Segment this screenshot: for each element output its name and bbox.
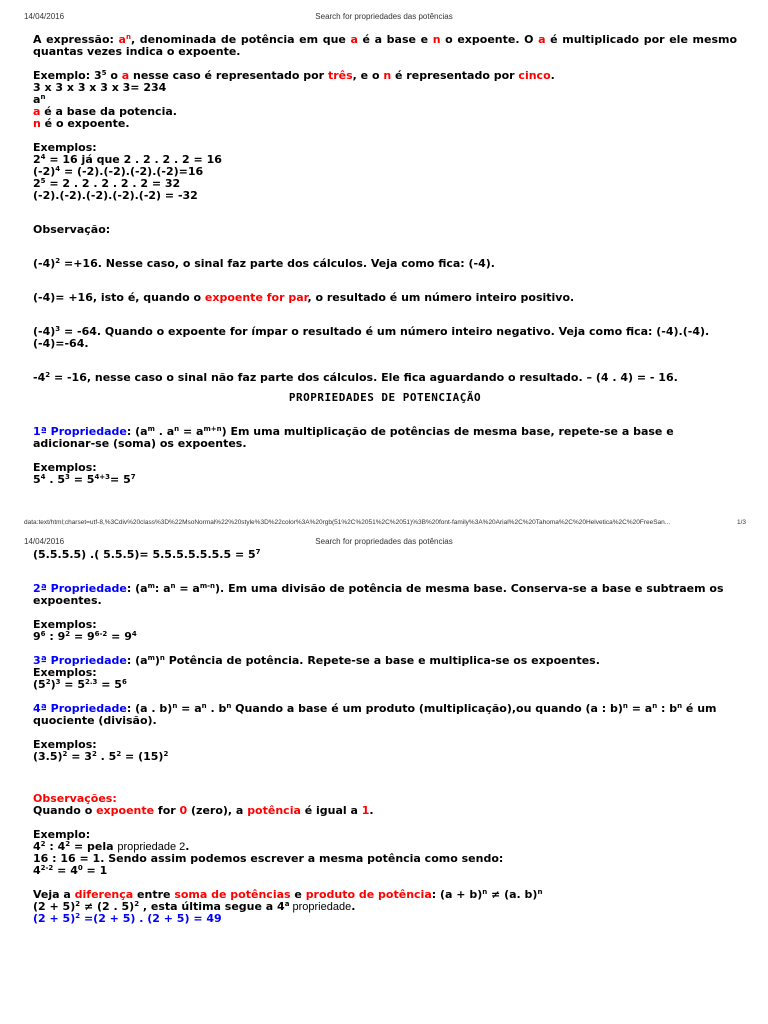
observation-item: $(-4)^2 =+16$. Nesse caso, o sinal faz parte dos cálculos. Veja como fica: (-4). <box>33 257 495 270</box>
multiplication-line: 3 x 3 x 3 x 3 x 3= 234 <box>33 81 167 94</box>
example-item: $2^4 = 16$ já que 2 . 2 . 2 . 2 = 16 <box>33 153 222 166</box>
zero-exponent-example: $4^{2-2} = 4^0 = 1$ <box>33 864 108 877</box>
examples-heading: Exemplos: <box>33 666 97 679</box>
example-line: Exemplo: $3^5$ o a nesse caso é representado por três, e o n é representado por cinco. <box>33 69 555 82</box>
property-4: 4ª Propriedade: (a . $b)^n = a^n$ . $b^n$ Quando a base é um produto (multiplicação),ou quando (a : $b)^n = a^n$ : $b^n$ é um quociente (divisão). <box>33 702 717 727</box>
power-notation: $a^n$ <box>33 93 46 106</box>
examples-heading: Exemplos: <box>33 738 97 751</box>
examples-heading: Exemplos: <box>33 618 97 631</box>
example-item: $(-2)^4 = (-2).(-2).(-2).(-2)=16$ <box>33 165 204 178</box>
print-date: 14/04/2016 <box>24 537 65 546</box>
zero-exponent-example: $4^2$ : $4^2$ = pela propriedade 2. <box>33 840 190 853</box>
zero-exponent-example: 16 : 16 = 1. Sendo assim podemos escrever a mesma potência como sendo: <box>33 852 504 865</box>
print-title: Search for propriedades das potências <box>315 12 453 21</box>
examples-heading: Exemplos: <box>33 461 97 474</box>
footer-url: data:text/html;charset=utf-8,%3Cdiv%20class%3D%22MsoNormal%22%20style%3D%22color%3A%20rgb(51%2C%2051%2C%2051)%3B%20font-family%3A%20Arial%2C%20Tahoma%2C%20Helvetica%2C%20FreeSan... <box>24 519 671 526</box>
property-2: 2ª Propriedade: ($a^m$: $a^n = a^{m-n}$). Em uma divisão de potência de mesma base. Conserva-se a base e subtraem os expoentes. <box>33 582 724 607</box>
observation-item: (-4)= +16, isto é, quando o expoente for par, o resultado é um número inteiro positivo. <box>33 291 575 304</box>
example-item: $2^5 = 2$ . 2 . 2 . 2 . 2 = 32 <box>33 177 181 190</box>
print-date: 14/04/2016 <box>24 12 65 21</box>
exponent-definition: n é o expoente. <box>33 117 130 130</box>
print-title: Search for propriedades das potências <box>315 537 453 546</box>
property-2-example: $9^6$ : $9^2 = 9^{6-2} = 9^4$ <box>33 630 137 643</box>
page-2-content <box>33 549 737 925</box>
intro-paragraph: A expressão: $a^n$, denominada de potência em que a é a base e n o expoente. O a é multiplicado por ele mesmo quantas vezes indica o expoente. <box>33 33 738 58</box>
difference-example: $(2 + 5)^2 \ne (2$ . 5)$^2$ , esta última segue a 4$^a$ propriedade. <box>33 900 356 913</box>
property-1-expansion: (5.5.5.5) .( $5.5.5)= 5.5.5.5.5.5.5 = 5^7$ <box>33 548 261 561</box>
property-1-example: $5^4$ . $5^3 = 5^{4+3}= 5^7$ <box>33 473 136 486</box>
examples-heading: Exemplos: <box>33 141 97 154</box>
document-page-2 <box>0 525 768 1024</box>
property-3-example: $(5^2)^3 = 5^{2.3} = 5^6$ <box>33 678 127 691</box>
page-1-content <box>33 34 737 486</box>
observation-heading: Observação: <box>33 223 111 236</box>
example-heading: Exemplo: <box>33 828 91 841</box>
zero-exponent-rule: Quando o expoente for 0 (zero), a potência é igual a 1. <box>33 804 374 817</box>
observations-heading: Observações: <box>33 792 117 805</box>
difference-example-cut: $(2 + 5)^2 =(2 + 5)$ . (2 + 5) = 49 <box>33 912 222 925</box>
property-3: 3ª Propriedade: $(a^m)^n$ Potência de potência. Repete-se a base e multiplica-se os expoentes. <box>33 654 600 667</box>
observation-item: $(-4)^3 = -64$. Quando o expoente for ímpar o resultado é um número inteiro negativo. Veja como fica: (-4).(-4).(-4)=-64. <box>33 325 710 350</box>
base-definition: a é a base da potencia. <box>33 105 177 118</box>
observation-item: $-4^2 = -16$, nesse caso o sinal não faz parte dos cálculos. Ele fica aguardando o resultado. – (4 . 4) = - 16. <box>33 371 678 384</box>
property-4-example: $(3.5)^2 = 3^2$ . $5^2 = (15)^2$ <box>33 750 169 763</box>
property-1: 1ª Propriedade: ($a^m$ . $a^n = a^{m+n}$) Em uma multiplicação de potências de mesma base, repete-se a base e adicionar-se (soma) os expoentes. <box>33 425 674 450</box>
difference-line: Veja a diferença entre soma de potências e produto de potência: $(a + b)^n \ne (a$. b)$^n$ <box>33 888 543 901</box>
page-number: 1/3 <box>736 519 746 526</box>
properties-heading: PROPRIEDADES DE POTENCIAÇÃO <box>288 391 482 404</box>
example-item: (-2).(-2).(-2).(-2).(-2) = -32 <box>33 189 198 202</box>
